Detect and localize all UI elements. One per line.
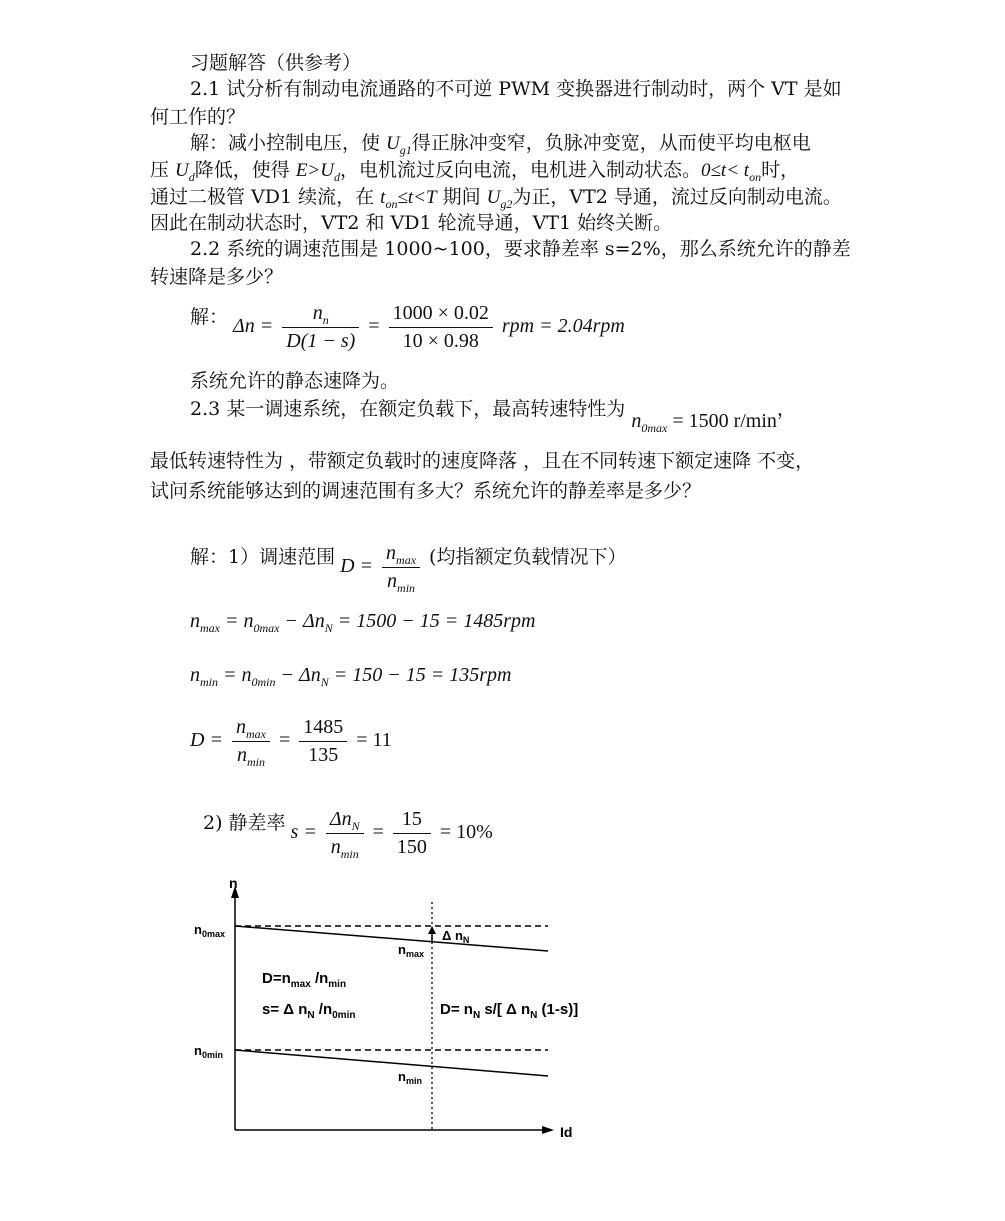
q23-eq-nmin: $n_{min} = n_{0min} - \Delta n_N = 150 - 15 = 135rpm$ [190,664,512,689]
q21-answer-line1: 解：减小控制电压，使 $U_{g1}$得正脉冲变窄，负脉冲变宽，从而使平均电枢电 [190,132,811,157]
delta-nN-label: Δ $n_N$ [442,928,470,945]
q22-solution-equation: 解： Δn = $\frac{n_n}{D(1 - s)}$ = $\frac{1000 \times 0.02}{10 \times 0.98}$ rpm = 2.04rpm [190,302,625,352]
q23-eq-nmax: $n_{max} = n_{0max} - \Delta n_N = 1500 - 15 = 1485rpm$ [190,610,536,635]
q23-solution-slip: 2) 静差率 s = $\frac{\Delta n_N}{n_{min}}$ = $\frac{15}{150}$ = 10% [203,808,493,861]
q23-eq-D: D = $\frac{n_{max}}{n_{min}}$ = $\frac{1485}{135}$ = 11 [190,716,392,769]
q21-answer-line4: 因此在制动状态时，VT2 和 VD1 轮流导通，VT1 始终关断。 [150,212,673,234]
q21-answer-line2: 压 $U_d$降低，使得 $E>U_d$，电机流过反向电流，电机进入制动状态。$0\le t< t_{on}$时， [150,159,800,184]
delta-arrowhead [428,926,436,934]
page-heading: 习题解答（供参考） [190,52,362,74]
formula-D-range: $D=n_{max}$ $/n_{min}$ [262,970,347,990]
nmax-label: $n_{max}$ [398,942,424,959]
low-speed-characteristic [235,1050,548,1076]
formula-s-slip: s= Δ $n_N$ $/n_{0min}$ [262,1001,356,1021]
q21-answer-line3: 通过二极管 VD1 续流，在 $t_{on}\le t<T$ 期间 $U_{g2}$为正，VT2 导通，流过反向制动电流。 [150,186,842,211]
q22-conclusion: 系统允许的静态速降为。 [190,370,400,392]
q23-question-line3: 试问系统能够达到的调速范围有多大？系统允许的静差率是多少？ [150,480,702,502]
nmin-label: $n_{min}$ [398,1069,422,1086]
q22-question-line1: 2.2 系统的调速范围是 1000~100，要求静差率 s=2%，那么系统允许的静差 [190,238,851,260]
x-axis-label: Id [560,1124,573,1140]
y-axis-label: n [229,875,238,891]
q21-question-line2: 何工作的？ [150,106,246,128]
n0max-label: $n_{0max}$ [194,922,225,939]
q22-question-line2: 转速降是多少？ [150,266,284,288]
x-axis-arrow [542,1126,554,1134]
formula-D-relation: $D= n_N$ s/[ Δ $n_N$ (1-s)] [440,1001,579,1021]
q23-question-line1: 2.3 某一调速系统，在额定负载下，最高转速特性为 $n_{0max} = 1500$ r/min， [190,398,796,435]
q21-question-line1: 2.1 试分析有制动电流通路的不可逆 PWM 变换器进行制动时，两个 VT 是如 [190,78,842,100]
n0min-label: $n_{0min}$ [194,1043,223,1060]
q23-question-line2: 最低转速特性为 ，带额定负载时的速度降落 ，且在不同转速下额定速降 不变， [150,450,815,472]
high-speed-characteristic [235,926,548,951]
q23-solution-range: 解：1）调速范围 D = $\frac{n_{max}}{n_{min}}$ (均指额定负载情况下） [190,542,627,595]
